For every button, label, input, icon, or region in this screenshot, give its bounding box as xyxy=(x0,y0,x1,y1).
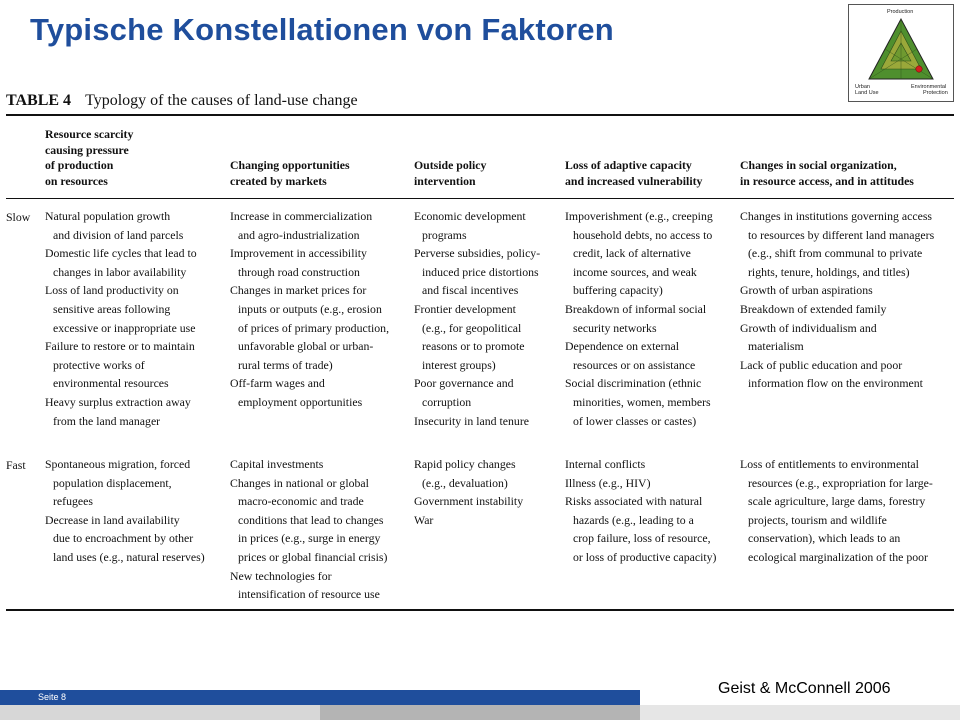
column-header xyxy=(740,158,952,189)
table-cell-line: War xyxy=(414,512,434,527)
table-cell-line: Growth of urban aspirations xyxy=(740,283,873,298)
table-cell-item xyxy=(414,244,562,300)
table-cell-item xyxy=(230,567,412,604)
table-cell-item xyxy=(740,319,952,356)
table-cell-line: Internal conflicts xyxy=(565,457,646,471)
table-cell-line: Social discrimination (ethnic xyxy=(565,376,702,391)
table-cell-item xyxy=(740,207,952,281)
table-cell-line: Loss of entitlements to environmental xyxy=(740,457,919,471)
table-cell-line: Poor governance and xyxy=(414,376,514,391)
table-cell-line: security networks xyxy=(573,320,657,335)
table-cell xyxy=(45,207,225,430)
table-cell-line: interest groups) xyxy=(422,357,496,372)
table-cell-line: Illness (e.g., HIV) xyxy=(565,475,651,490)
logo-label-urban: Urban xyxy=(855,84,870,90)
table-cell-line: excessive or inappropriate use xyxy=(53,320,196,335)
table-cell-line: scale agriculture, large dams, forestry xyxy=(748,494,926,509)
column-header-line: on resources xyxy=(45,173,108,188)
column-header-line: Changes in social organization, xyxy=(740,158,897,172)
table-cell-line: of prices of primary production, xyxy=(238,320,390,335)
table-cell-line: rights, tenure, holdings, and titles) xyxy=(748,264,910,279)
table-cell-line: crop failure, loss of resource, xyxy=(573,531,711,546)
table-cell-line: employment opportunities xyxy=(238,394,363,409)
table-cell-line: of lower classes or castes) xyxy=(573,413,697,428)
table-cell-item xyxy=(45,281,225,337)
table-cell-line: ecological marginalization of the poor xyxy=(748,549,928,564)
column-header-line: Changing opportunities xyxy=(230,158,350,172)
table-cell-item xyxy=(740,281,952,300)
table-cell-line: (e.g., for geopolitical xyxy=(422,320,522,335)
footer-bar xyxy=(0,690,640,705)
table-cell-line: population displacement, xyxy=(53,475,172,490)
table-cell-line: Economic development xyxy=(414,209,526,223)
table-cell-line: from the land manager xyxy=(53,413,161,428)
row-label: Slow xyxy=(6,210,31,224)
table-cell-line: Government instability xyxy=(414,494,524,509)
table-cell-line: resources or on assistance xyxy=(573,357,696,372)
table-cell-item xyxy=(414,492,562,511)
table-cell-line: Insecurity in land tenure xyxy=(414,413,529,428)
column-header-line: Loss of adaptive capacity xyxy=(565,158,692,172)
table-cell-line: (e.g., devaluation) xyxy=(422,475,508,490)
logo-label-protection: Protection xyxy=(923,90,948,96)
table-cell-line: (e.g., shift from communal to private xyxy=(748,246,923,261)
table-cell-line: Spontaneous migration, forced xyxy=(45,457,191,471)
table-cell-item xyxy=(565,337,737,374)
column-header-line: Outside policy xyxy=(414,158,487,172)
table-cell-item xyxy=(565,207,737,300)
table-cell-line: and fiscal incentives xyxy=(422,283,519,298)
table-cell-line: induced price distortions xyxy=(422,264,539,279)
table-cell-line: intensification of resource use xyxy=(238,587,380,602)
table-cell-line: Decrease in land availability xyxy=(45,512,180,527)
table-cell-line: rural terms of trade) xyxy=(238,357,333,372)
table-cell-line: Breakdown of extended family xyxy=(740,301,887,316)
table-cell-line: corruption xyxy=(422,394,472,409)
table-cell-item xyxy=(230,374,412,411)
table-cell-item xyxy=(45,455,225,511)
table-cell-line: through road construction xyxy=(238,264,360,279)
table-cell-line: Growth of individualism and xyxy=(740,320,877,335)
table-cell-line: programs xyxy=(422,227,467,242)
table-cell-line: projects, tourism and wildlife xyxy=(748,512,887,527)
table-cell-line: Changes in national or global xyxy=(230,475,369,490)
table-cell-line: due to encroachment by other xyxy=(53,531,194,546)
table-cell-line: prices or global financial crisis) xyxy=(238,549,388,564)
table-cell-item xyxy=(740,455,952,567)
table-cell-line: Frontier development xyxy=(414,301,516,316)
table-cell-item xyxy=(230,207,412,244)
table-cell-line: Changes in market prices for xyxy=(230,283,367,298)
slide-title: Typische Konstellationen von Faktoren xyxy=(30,12,614,47)
table-cell-item xyxy=(565,492,737,566)
table-cell-line: reasons or to promote xyxy=(422,339,525,354)
table-cell-line: refugees xyxy=(53,494,93,509)
column-header-line: created by markets xyxy=(230,173,327,188)
table-cell-line: Dependence on external xyxy=(565,339,679,354)
table-cell-line: Perverse subsidies, policy- xyxy=(414,246,541,261)
table-cell-item xyxy=(45,207,225,244)
table-cell-line: minorities, women, members xyxy=(573,394,711,409)
table-cell-item xyxy=(45,337,225,393)
table-cell-line: conditions that lead to changes xyxy=(238,512,384,527)
table-cell-line: income sources, and weak xyxy=(573,264,697,279)
table-cell-line: macro-economic and trade xyxy=(238,494,364,509)
logo-label-environmental: Environmental xyxy=(911,84,947,90)
logo-label-production: Production xyxy=(887,9,914,15)
table-cell xyxy=(45,455,225,567)
table-cell-line: or loss of productive capacity) xyxy=(573,549,717,564)
column-header-line: of production xyxy=(45,158,114,172)
table-cell-line: Changes in institutions governing access xyxy=(740,209,932,223)
table-cell-line: Lack of public education and poor xyxy=(740,357,903,372)
column-header xyxy=(565,158,737,189)
table-cell-line: changes in labor availability xyxy=(53,264,187,279)
table-cell-line: New technologies for xyxy=(230,568,332,583)
table-bottom-rule xyxy=(6,609,954,611)
table-cell-line: protective works of xyxy=(53,357,145,372)
table-cell-line: Heavy surplus extraction away xyxy=(45,394,191,409)
table-cell xyxy=(565,455,737,567)
table-cell-line: environmental resources xyxy=(53,376,169,391)
table-cell-item xyxy=(740,300,952,319)
table-cell-line: Risks associated with natural xyxy=(565,494,703,509)
table-cell-line: Natural population growth xyxy=(45,209,171,223)
table-top-rule xyxy=(6,114,954,116)
table-cell-line: Breakdown of informal social xyxy=(565,301,707,316)
table-caption-text: Typology of the causes of land-use change xyxy=(85,92,358,109)
table-cell-line: hazards (e.g., leading to a xyxy=(573,512,694,527)
footer-stripe xyxy=(0,705,960,720)
table-cell xyxy=(414,455,562,529)
column-header-line: Resource scarcity xyxy=(45,127,134,141)
table-cell xyxy=(565,207,737,430)
table-cell-item xyxy=(45,511,225,567)
table-cell-line: to resources by different land managers xyxy=(748,227,935,242)
table-cell-item xyxy=(414,300,562,374)
logo-label-land-use: Land Use xyxy=(855,90,879,96)
table-cell-item xyxy=(414,511,562,530)
table-cell xyxy=(230,455,412,604)
table-cell-item xyxy=(565,474,737,493)
table-cell-line: resources (e.g., expropriation for large- xyxy=(748,475,933,490)
column-header-line: causing pressure xyxy=(45,142,129,157)
table-cell xyxy=(740,207,952,393)
table-cell xyxy=(414,207,562,430)
table-cell-line: inputs or outputs (e.g., erosion xyxy=(238,301,382,316)
table-cell-line: land uses (e.g., natural reserves) xyxy=(53,549,205,564)
table-cell xyxy=(230,207,412,412)
table-cell-item xyxy=(565,300,737,337)
table-label: TABLE 4 xyxy=(6,92,72,109)
table-cell-item xyxy=(565,374,737,430)
column-header-line: intervention xyxy=(414,173,476,188)
triangle-marker xyxy=(916,66,922,72)
table-cell-line: and division of land parcels xyxy=(53,227,184,242)
table-cell-line: Improvement in accessibility xyxy=(230,246,367,261)
table-cell-line: buffering capacity) xyxy=(573,283,663,298)
table-cell-item xyxy=(414,455,562,492)
table-cell-item xyxy=(565,455,737,474)
table-cell-line: in prices (e.g., surge in energy xyxy=(238,531,381,546)
page-number: Seite 8 xyxy=(38,692,67,702)
table-cell-item xyxy=(230,474,412,567)
table-cell-item xyxy=(45,244,225,281)
source-citation: Geist & McConnell 2006 xyxy=(718,680,891,697)
table-cell-line: household debts, no access to xyxy=(573,227,713,242)
table-cell-item xyxy=(230,455,412,474)
table-cell-item xyxy=(230,281,412,374)
table-cell-line: unfavorable global or urban- xyxy=(238,339,374,354)
table-cell-item xyxy=(414,207,562,244)
column-header-line: in resource access, and in attitudes xyxy=(740,173,914,188)
table-cell-item xyxy=(414,412,562,431)
table-cell-line: sensitive areas following xyxy=(53,301,171,316)
table-cell-line: Failure to restore or to maintain xyxy=(45,339,195,354)
column-header xyxy=(230,158,412,189)
table-cell-line: Impoverishment (e.g., creeping xyxy=(565,209,713,223)
table-cell-line: Loss of land productivity on xyxy=(45,283,179,298)
table-cell-item xyxy=(414,374,562,411)
column-header xyxy=(45,127,225,189)
table-cell-line: credit, lack of alternative xyxy=(573,246,691,261)
table-caption xyxy=(6,92,358,110)
table-cell-line: and agro-industrialization xyxy=(238,227,360,242)
table-cell-line: conservation), which leads to an xyxy=(748,531,901,546)
column-header-line: and increased vulnerability xyxy=(565,173,703,188)
row-label: Fast xyxy=(6,458,26,472)
table-cell-line: Rapid policy changes xyxy=(414,457,516,471)
table-cell xyxy=(740,455,952,567)
table-cell-item xyxy=(740,356,952,393)
table-cell-line: Capital investments xyxy=(230,457,324,471)
table-cell-item xyxy=(230,244,412,281)
table-cell-line: Domestic life cycles that lead to xyxy=(45,246,197,261)
column-header xyxy=(414,158,562,189)
table-cell-line: Off-farm wages and xyxy=(230,376,325,391)
table-cell-line: Increase in commercialization xyxy=(230,209,373,223)
table-header-rule xyxy=(6,198,954,199)
land-use-triangle-logo xyxy=(848,4,954,102)
table-cell-item xyxy=(45,393,225,430)
table-cell-line: information flow on the environment xyxy=(748,376,923,391)
table-cell-line: materialism xyxy=(748,339,804,354)
